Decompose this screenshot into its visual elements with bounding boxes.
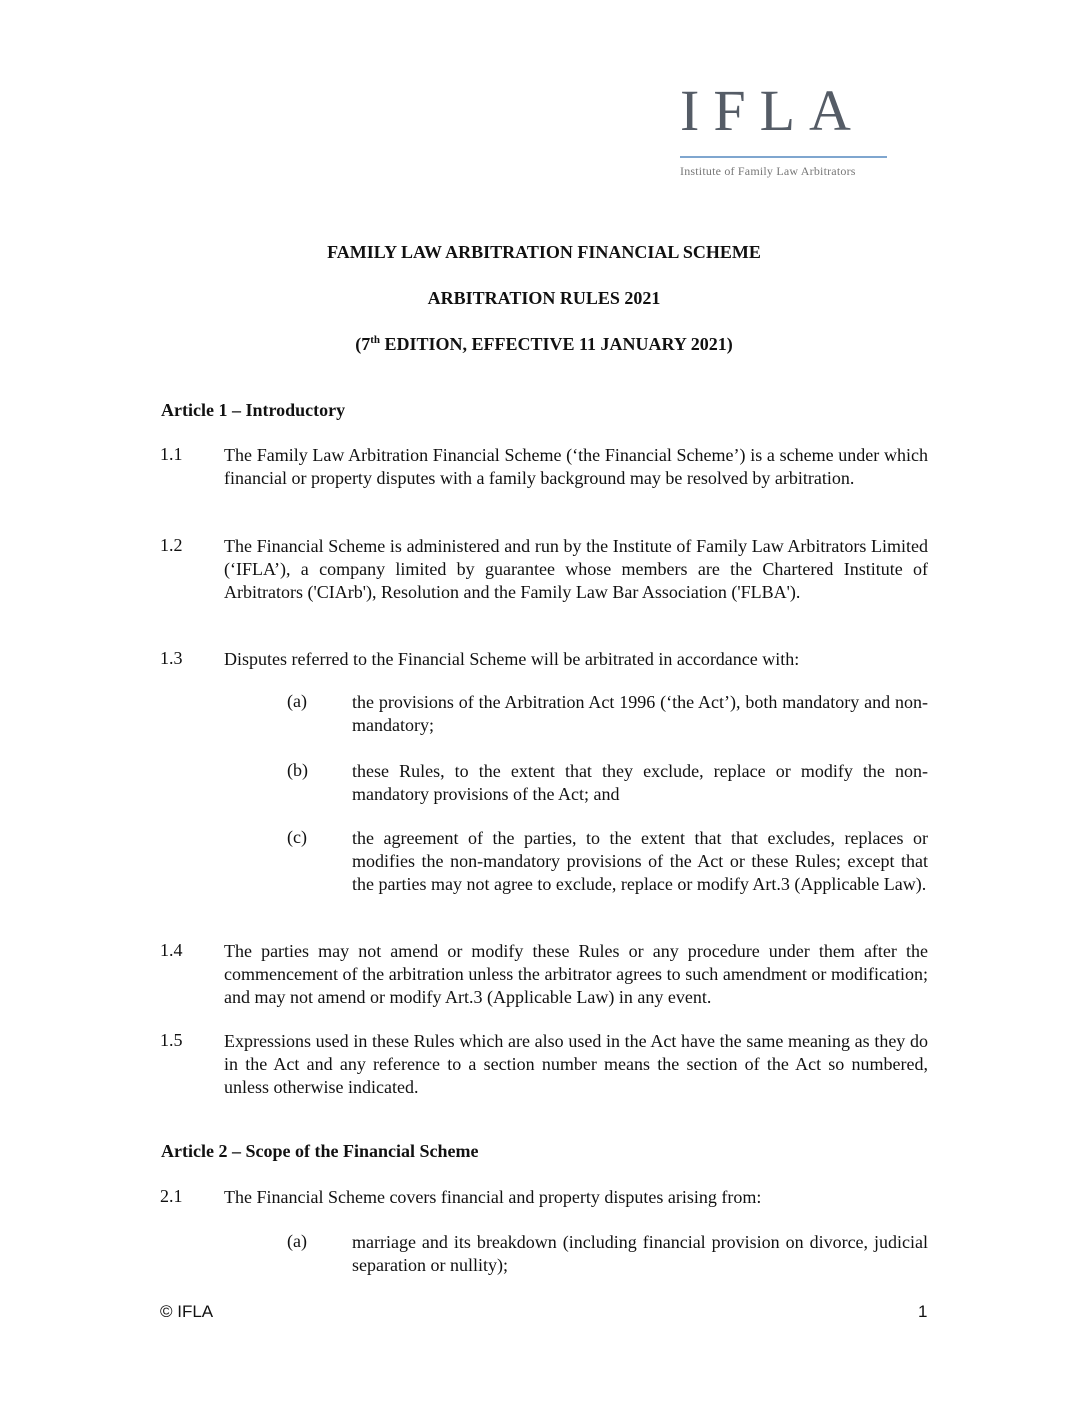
subclause-text: the provisions of the Arbitration Act 1996 (‘the Act’), both mandatory and non-mandatory;: [352, 692, 928, 735]
subclause-text: the agreement of the parties, to the extent that that excludes, replaces or modifies the non-mandatory provisions of the Act or these Rules; except that the parties may not agree to exclude, replace or modify Art.3 (Applicable Law).: [352, 828, 928, 894]
clause-text: The Financial Scheme is administered and run by the Institute of Family Law Arbitrators Limited (‘IFLA’), a company limited by guarantee whose members are the Chartered Institute of Arbitrators ('CIArb'), Resolution and the Family Law Bar Association ('FLBA').: [224, 536, 928, 602]
clause-text: Disputes referred to the Financial Scheme will be arbitrated in accordance with:: [224, 649, 800, 669]
subclause-label: (a): [287, 1231, 307, 1251]
subclause-text: these Rules, to the extent that they exclude, replace or modify the non-mandatory provisions of the Act; and: [352, 761, 928, 804]
edition-line: [0, 334, 1088, 355]
logo-divider: [680, 156, 887, 158]
article-2-heading: Article 2 – Scope of the Financial Scheme: [161, 1141, 479, 1161]
subclause-label: (c): [287, 827, 307, 847]
clause-number: 1.5: [160, 1030, 183, 1050]
edition-prefix: (7: [355, 334, 371, 354]
ifla-logo: [680, 78, 890, 179]
clause-number: 1.3: [160, 648, 183, 668]
clause-text: The Financial Scheme covers financial and property disputes arising from:: [224, 1187, 762, 1207]
clause-number: 2.1: [160, 1186, 183, 1206]
document-subtitle: ARBITRATION RULES 2021: [427, 288, 661, 308]
clause-number: 1.1: [160, 444, 183, 464]
document-title: FAMILY LAW ARBITRATION FINANCIAL SCHEME: [327, 242, 761, 262]
edition-sup: th: [370, 334, 381, 346]
logo-wordmark: IFLA: [680, 78, 865, 143]
subclause-label: (a): [287, 691, 307, 711]
clause-text: The parties may not amend or modify these Rules or any procedure under them after the commencement of the arbitration unless the arbitrator agrees to such amendment or modification; and may not amend or modify Art.3 (Applicable Law) in any event.: [224, 941, 928, 1007]
page-number: 1: [918, 1302, 928, 1321]
footer-copyright: © IFLA: [160, 1302, 214, 1321]
clause-text: Expressions used in these Rules which are also used in the Act have the same meaning as they do in the Act and any reference to a section number means the section of the Act so numbered, unless otherwise indicated.: [224, 1031, 928, 1097]
logo-subtitle: Institute of Family Law Arbitrators: [680, 164, 856, 178]
clause-number: 1.4: [160, 940, 183, 960]
clause-text: The Family Law Arbitration Financial Scheme (‘the Financial Scheme’) is a scheme under which financial or property disputes with a family background may be resolved by arbitration.: [224, 445, 928, 488]
clause-number: 1.2: [160, 535, 183, 555]
article-1-heading: Article 1 – Introductory: [161, 400, 346, 420]
subclause-text: marriage and its breakdown (including financial provision on divorce, judicial separation or nullity);: [352, 1232, 928, 1275]
subclause-label: (b): [287, 760, 308, 780]
edition-suffix: EDITION, EFFECTIVE 11 JANUARY 2021): [380, 334, 733, 354]
